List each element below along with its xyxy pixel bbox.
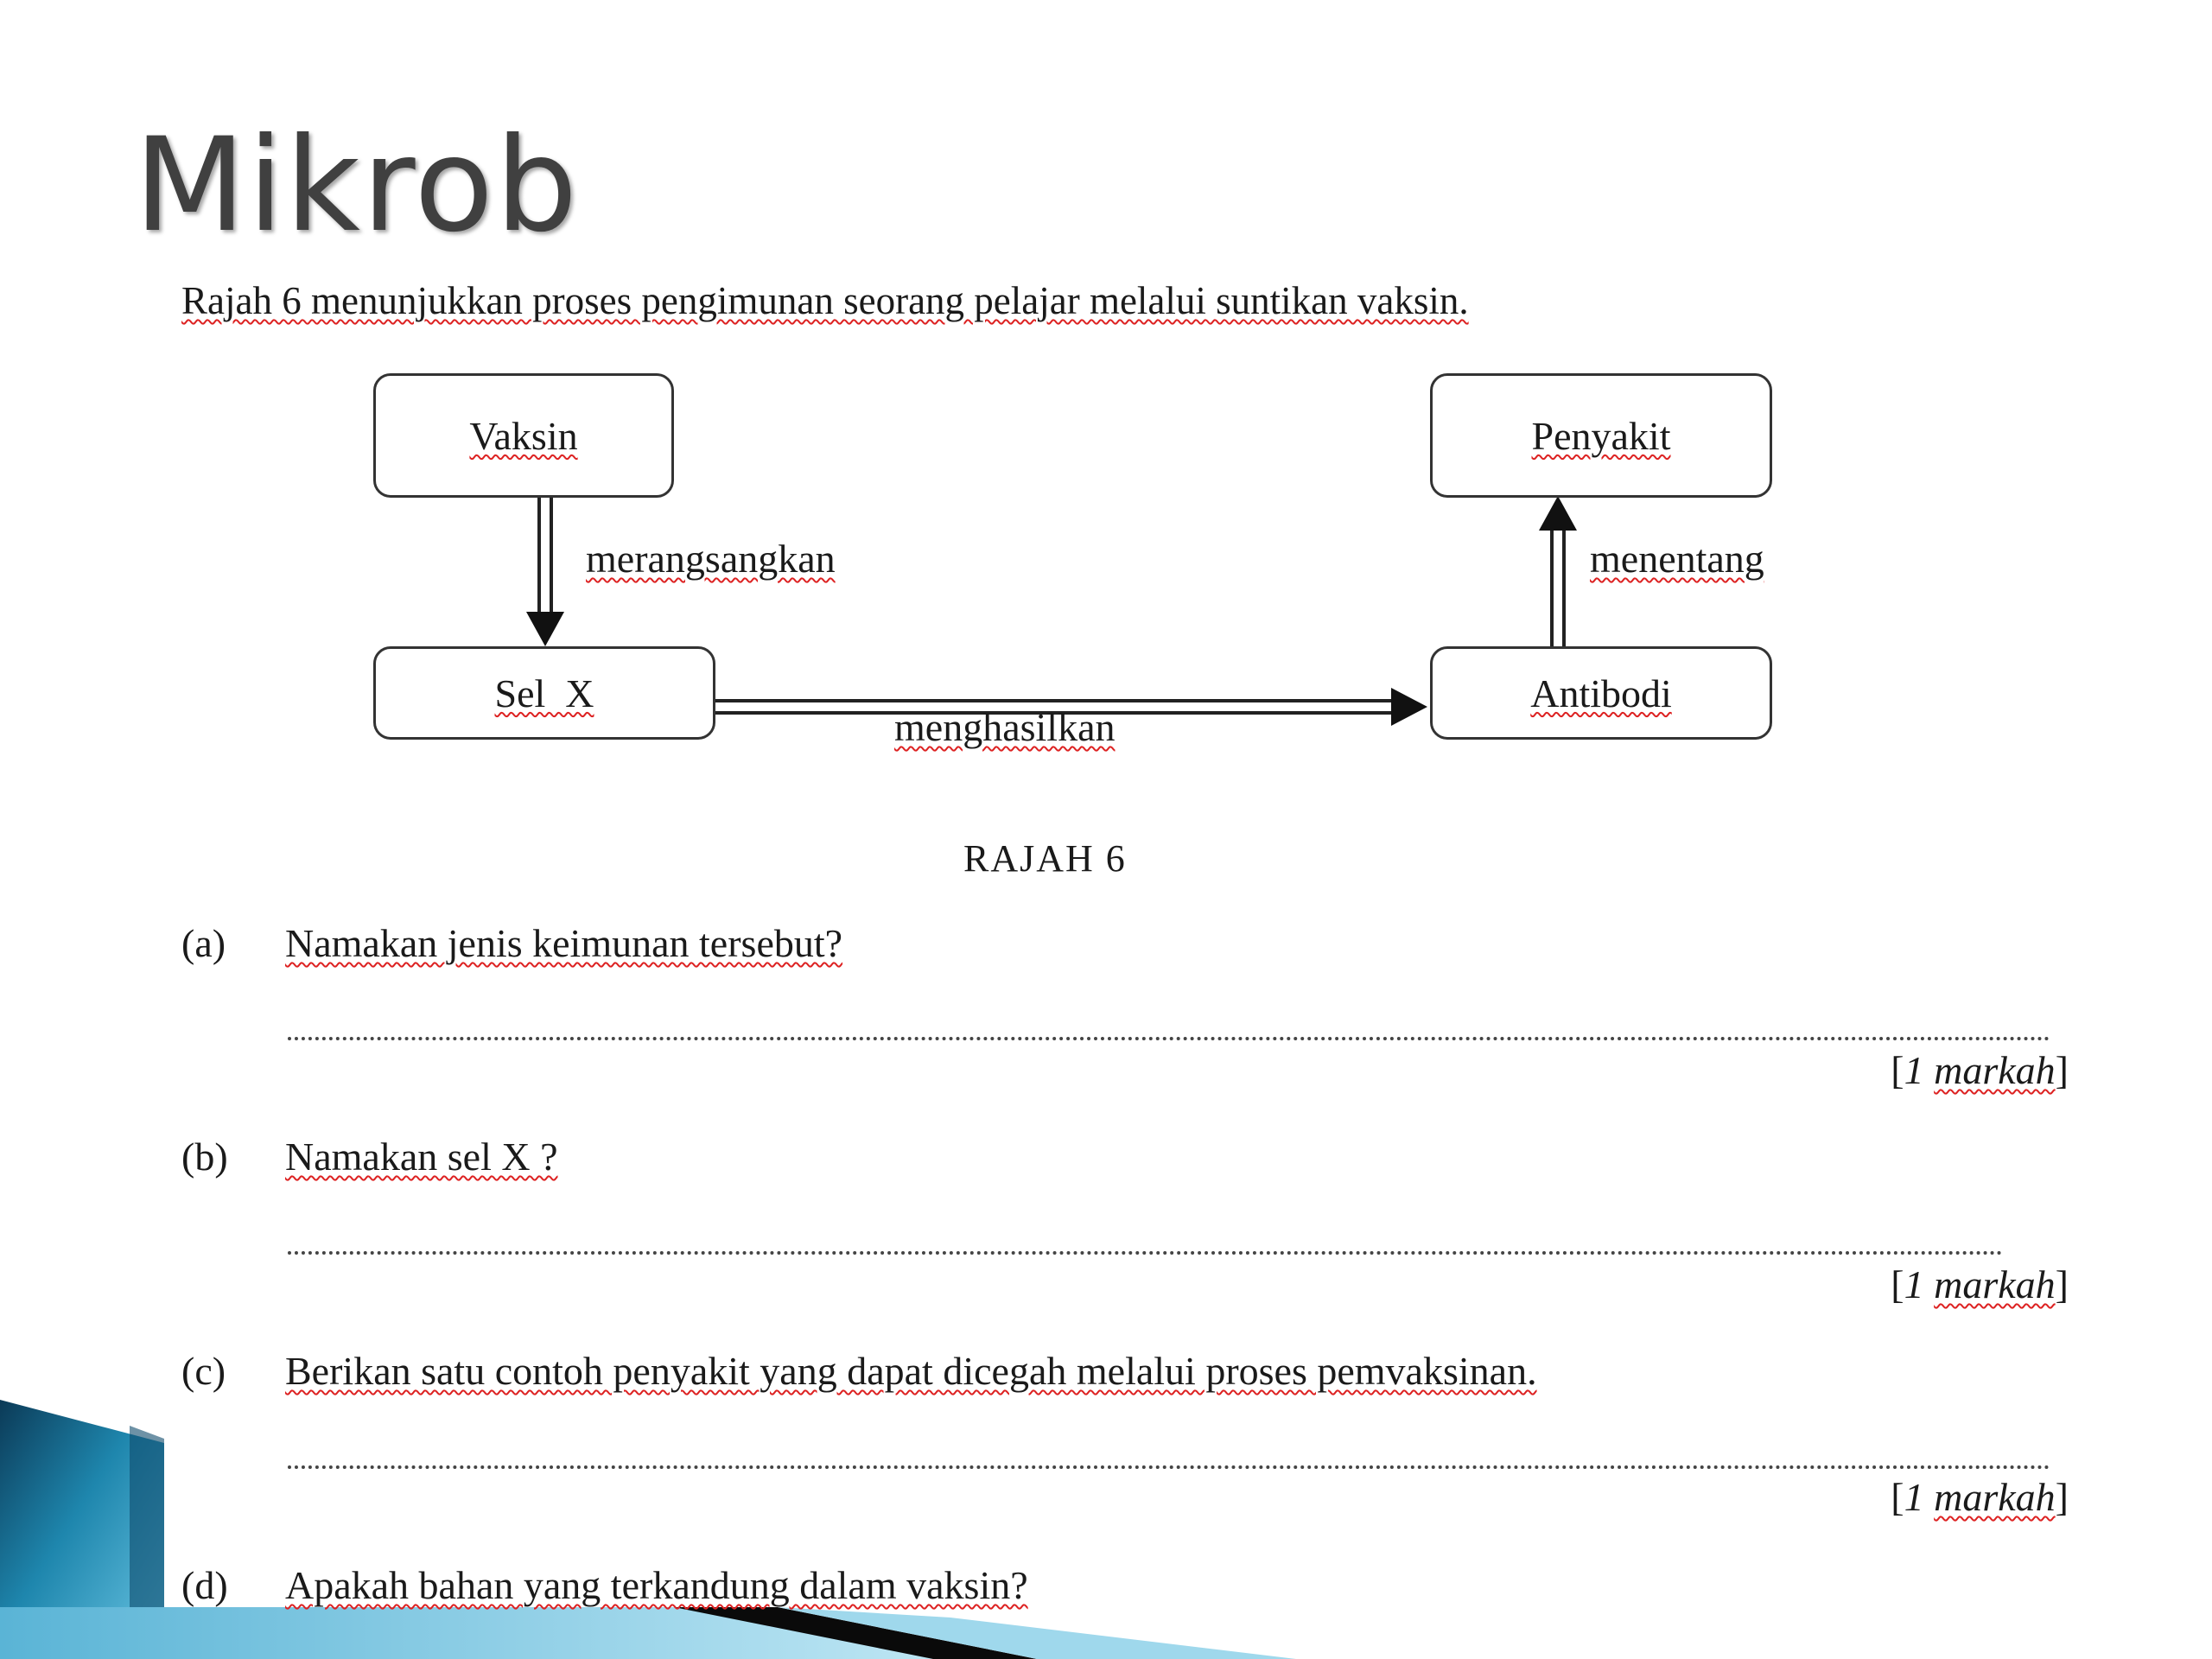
answer-line-a[interactable]	[288, 1037, 2050, 1040]
marks-b: [1 markah]	[1891, 1262, 2069, 1306]
slide-title: Mikrob	[134, 111, 580, 261]
arrow-merangsangkan	[526, 497, 564, 646]
answer-line-b[interactable]	[288, 1251, 2003, 1255]
intro-text: Rajah 6 menunjukkan proses pengimunan seorang pelajar melalui suntikan vaksin.	[181, 279, 1469, 322]
label-menentang: menentang	[1590, 537, 1764, 581]
answer-line-c[interactable]	[288, 1465, 2050, 1469]
label-merangsangkan: merangsangkan	[586, 537, 836, 581]
label-menghasilkan: menghasilkan	[894, 705, 1116, 749]
marks-c: [1 markah]	[1891, 1475, 2069, 1519]
box-penyakit: Penyakit	[1430, 373, 1772, 498]
box-sel-x: Sel X	[373, 646, 715, 740]
diagram-caption: RAJAH 6	[963, 837, 1127, 880]
box-vaksin: Vaksin	[373, 373, 674, 498]
question-b: (b) Namakan sel X ?	[181, 1135, 558, 1179]
marks-a: [1 markah]	[1891, 1048, 2069, 1092]
arrow-menentang	[1539, 496, 1577, 646]
question-c: (c) Berikan satu contoh penyakit yang dapat dicegah melalui proses pemvaksinan.	[181, 1349, 1537, 1393]
question-a: (a) Namakan jenis keimunan tersebut?	[181, 921, 843, 965]
question-d: (d) Apakah bahan yang terkandung dalam vaksin?	[181, 1563, 1028, 1607]
box-antibodi: Antibodi	[1430, 646, 1772, 740]
